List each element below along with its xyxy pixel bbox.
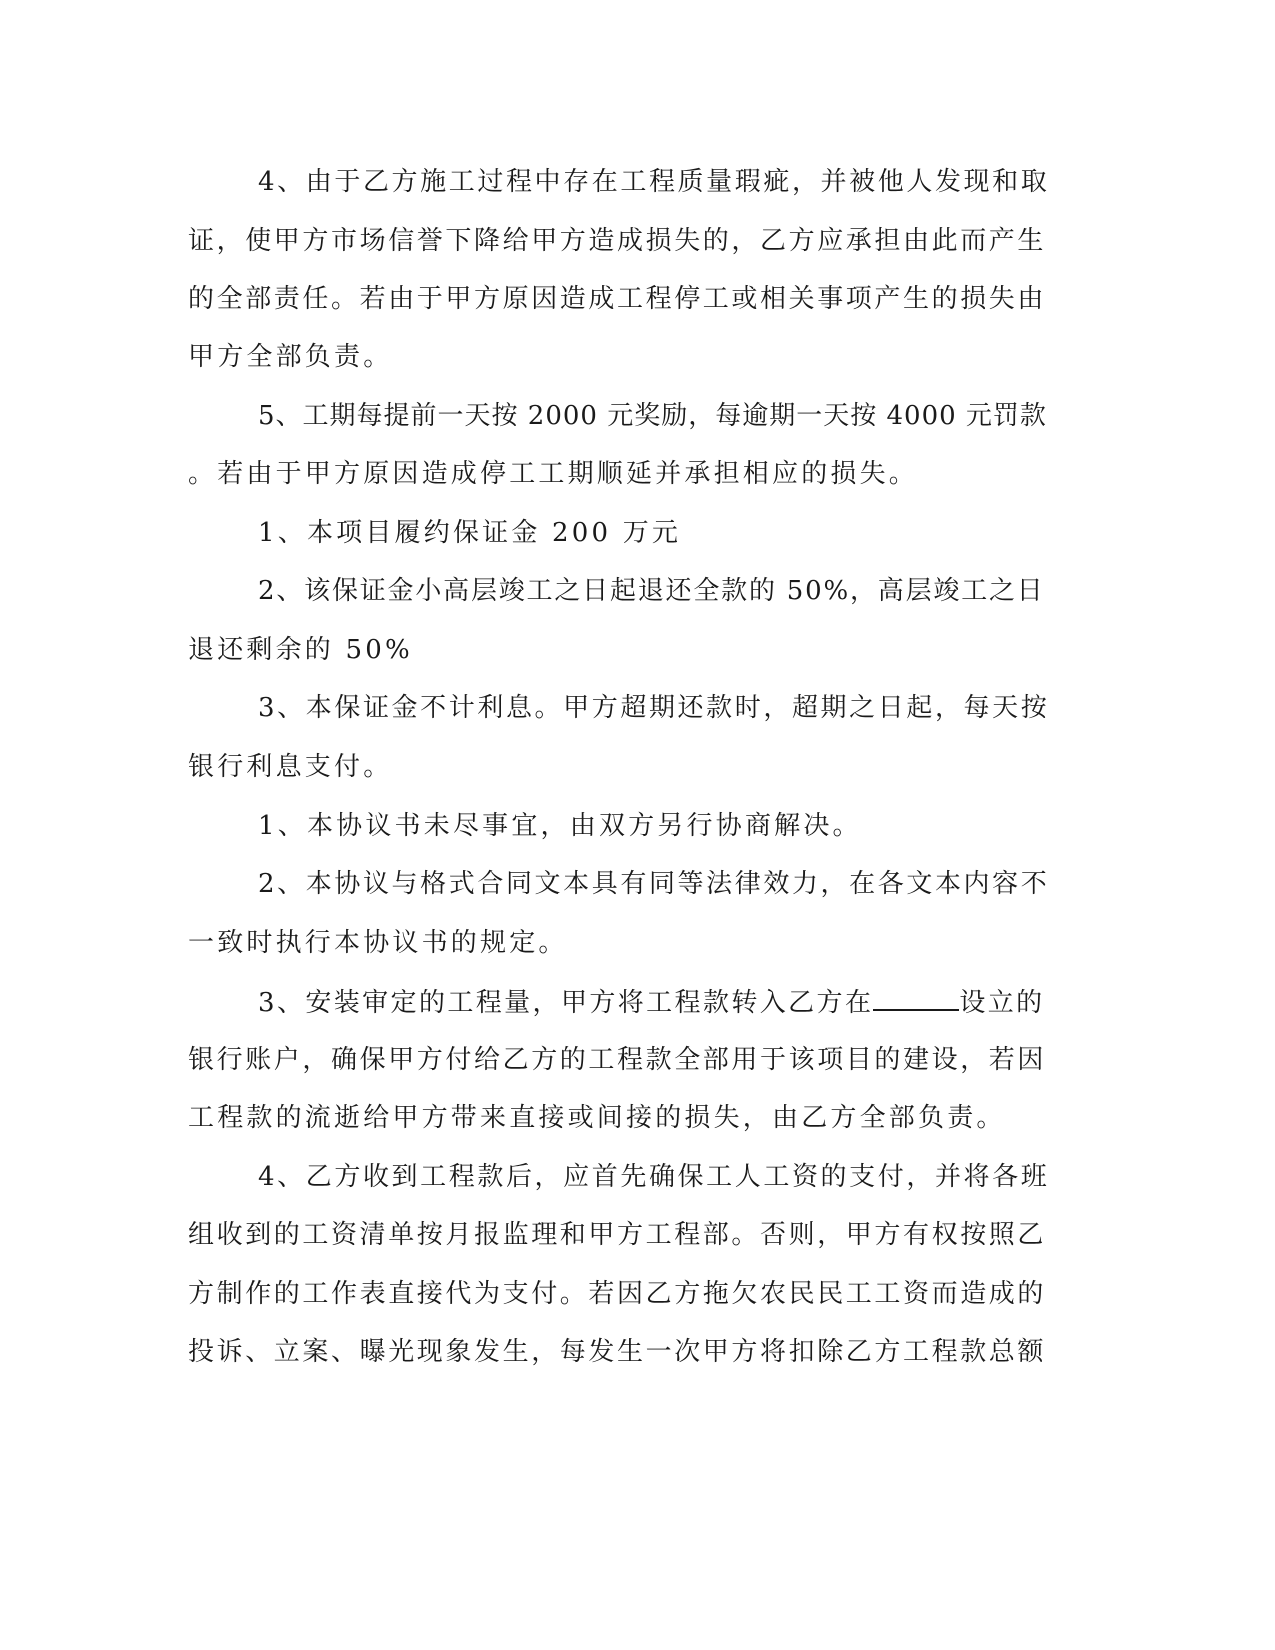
paragraph-line: 投诉、立案、曝光现象发生，每发生一次甲方将扣除乙方工程款总额 <box>188 1337 1047 1367</box>
paragraph-line: 一致时执行本协议书的规定。 <box>188 928 568 958</box>
paragraph-line: 组收到的工资清单按月报监理和甲方工程部。否则，甲方有权按照乙 <box>188 1220 1047 1250</box>
paragraph-text: 设立的 <box>959 988 1045 1018</box>
paragraph-line: 5、工期每提前一天按 2000 元奖励，每逾期一天按 4000 元罚款 <box>258 401 1047 431</box>
paragraph-line: 3、本保证金不计利息。甲方超期还款时，超期之日起，每天按 <box>258 693 1050 723</box>
paragraph-line: 证，使甲方市场信誉下降给甲方造成损失的，乙方应承担由此而产生 <box>188 226 1047 256</box>
paragraph-line: 方制作的工作表直接代为支付。若因乙方拖欠农民民工工资而造成的 <box>188 1279 1047 1309</box>
paragraph-line: 的全部责任。若由于甲方原因造成工程停工或相关事项产生的损失由 <box>188 284 1047 314</box>
paragraph-line: 4、乙方收到工程款后，应首先确保工人工资的支付，并将各班 <box>258 1162 1050 1192</box>
paragraph-line: 4、由于乙方施工过程中存在工程质量瑕疵，并被他人发现和取 <box>258 167 1050 197</box>
fill-in-blank <box>873 983 959 1011</box>
paragraph-line: 2、该保证金小高层竣工之日起退还全款的 50%，高层竣工之日 <box>258 576 1045 606</box>
paragraph-line: 。若由于甲方原因造成停工工期顺延并承担相应的损失。 <box>188 459 919 489</box>
paragraph-line: 1、本协议书未尽事宜，由双方另行协商解决。 <box>258 811 862 841</box>
paragraph-line: 甲方全部负责。 <box>188 342 393 372</box>
paragraph-line: 银行账户，确保甲方付给乙方的工程款全部用于该项目的建设，若因 <box>188 1045 1047 1075</box>
paragraph-line: 1、本项目履约保证金 200 万元 <box>258 518 682 548</box>
paragraph-line: 2、本协议与格式合同文本具有同等法律效力，在各文本内容不 <box>258 869 1050 899</box>
paragraph-text: 3、安装审定的工程量，甲方将工程款转入乙方在 <box>258 988 874 1018</box>
paragraph-line: 工程款的流逝给甲方带来直接或间接的损失，由乙方全部负责。 <box>188 1103 1006 1133</box>
paragraph-line-with-blank <box>258 983 1048 1021</box>
paragraph-line: 银行利息支付。 <box>188 752 393 782</box>
paragraph-line: 退还剩余的 50% <box>188 635 413 665</box>
